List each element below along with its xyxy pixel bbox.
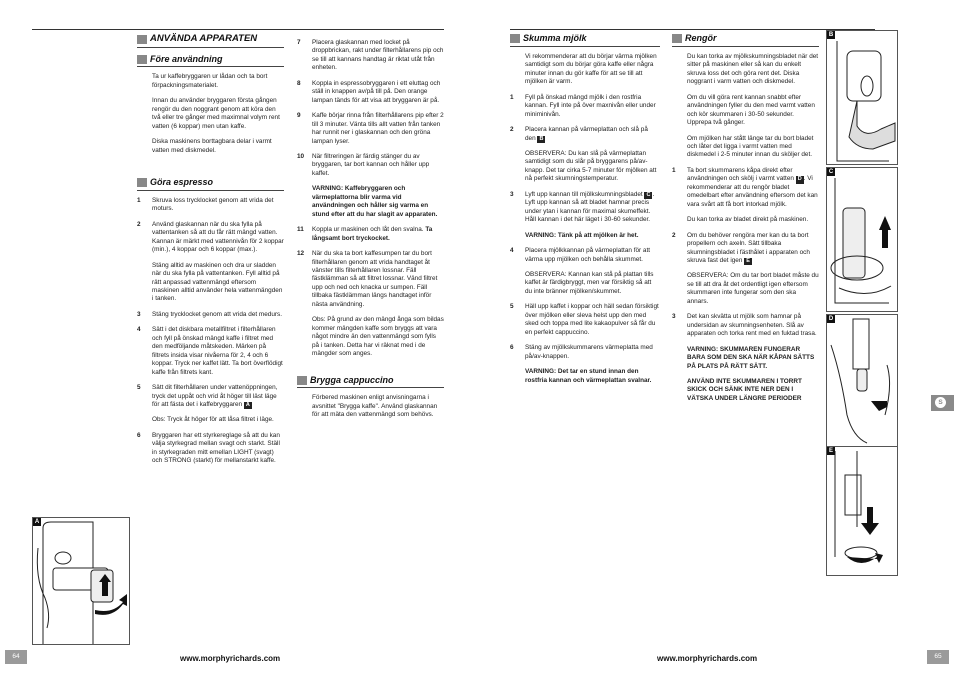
section-heading: Göra espresso <box>137 177 284 191</box>
figure-e: E <box>826 446 898 576</box>
step: 1 Ta bort skummarens kåpa direkt efter användningen och skölj i varmt vatten D . Vi rekommenderar att du rengör bladet omedelbart efter användning eftersom det kan vara svårt att få bort intorkad mjölk. Du kan torka av bladet direkt på maskinen. <box>672 166 818 224</box>
figure-b: B <box>826 30 898 165</box>
left-column-2 <box>297 39 444 427</box>
step: 9 Kaffe börjar rinna från filterhållarens pip efter 2 till 3 minuter. Vänta tills allt vatten från tanken har runnit ner i glaskannan och den gröna lampan lyser. <box>297 112 444 145</box>
figure-ref: A <box>245 401 250 408</box>
section-marker <box>297 376 307 385</box>
figure-ref: E <box>746 257 750 264</box>
step: 7 Placera glaskannan med locket på droppbrickan, rakt under filterhållarens pip och se till att kannans handtag är riktat utåt från enheten. <box>297 39 444 72</box>
warning: VARNING: Tänk på att mjölken är het. <box>525 231 639 239</box>
figure-a: A <box>32 517 130 645</box>
paragraph: Innan du använder bryggaren första gången rengör du den noggrant genom att köra den två eller tre gånger med maximnal volym rent vatten (6 koppar) men utan kaffe. <box>152 97 280 130</box>
remove-cover-illustration <box>827 315 898 447</box>
step: 12 När du ska ta bort kaffesumpen tar du bort filterhållaren genom att vrida handtaget åt vänster tills filterhållaren lossnar. Fäll fästklämman så att filtret lossnar. Vänd filtret upp och ned och knacka ur sumpen. Fäll tillbaka fästklämman längs handtaget inför nästa användning. Obs: På grund av den mängd ånga som bildas kommer mängden kaffe som bryggs att vara något mindre än den vattenmängd som fylls på i tanken. Detta har vi räknat med i de mängder som anges. <box>297 250 444 358</box>
paragraph: Du kan torka av mjölkskumningsbladet när det sitter på maskinen eller så kan du enkelt skruva loss det och göra rent det. Diska noggrant i varm vatten och diskmedel. <box>687 52 819 86</box>
section-marker <box>137 35 147 44</box>
right-column-1 <box>510 33 660 392</box>
paragraph: Diska maskinens borttagbara delar i varmt vatten med diskmedel. <box>152 138 272 154</box>
section-marker <box>137 55 147 64</box>
section-heading: ANVÄNDA APPARATEN <box>137 33 284 48</box>
step: 5 Sätt dit filterhållaren under vattenöppningen, tryck det uppåt och vrid åt höger till läst läge för att fästa det i kaffebryggaren A Obs: Tryck åt höger för att låsa filtret i läge. <box>137 384 278 424</box>
figure-ref: C <box>646 191 651 198</box>
step: 4 Sätt i det diskbara metallfiltret i filterhållaren och fyll på önskad mängd kaffe i filtret med den medföljande måtskeden. Märken på filtrets insida visar nivåerna för 2, 4 och 6 koppar. Tryck ner kaffet lätt. Ta bort överflödigt kaffe från filtrets kant. <box>137 326 283 376</box>
warning: VARNING: SKUMMAREN FUNGERAR BARA SOM DEN SKA NÄR KÅPAN SÄTTS PÅ PLATS PÅ RÄTT SÄTT. <box>687 345 815 370</box>
right-column-2 <box>672 33 819 410</box>
figure-c: C <box>826 167 898 312</box>
step: 5 Häll upp kaffet i koppar och häll sedan försiktigt över mjölken eller sleva helst upp den med sked och toppa med lite kakaopulver så får du en perfekt cappuccino. <box>510 303 659 336</box>
step: 4 Placera mjölkkannan på värmeplattan för att värma upp mjölken och behålla skummet. OBSERVERA: Kannan kan stå på plattan tills kaffet är färdigbryggt, men var försiktig så att du inte bränner mjölken/skummet. <box>510 247 654 295</box>
step: 10 När filtreringen är färdig stänger du av bryggaren, tar bort kannan och håller upp kaffet. VARNING: Kaffebryggaren och värmeplattorna blir varma vid användningen och håller sig varma en stund efter att du har slagit av apparaten. <box>297 153 444 219</box>
paragraph: Vi rekommenderar att du börjar värma mjölken samtidigt som du börjar göra kaffe eller några minuter innan du gör kaffe för att se till att mjölken är varm. <box>525 52 657 86</box>
step: 2 Om du behöver rengöra mer kan du ta bort propellern och axeln. Sätt tillbaka skumningsbladet i fästhålet i apparaten och skruva fast det igen E OBSERVERA: Om du tar bort bladet måste du se till att dra åt det ordentligt igen eftersom skummaren inte fungerar som den ska annars. <box>672 231 819 305</box>
top-rule <box>32 29 444 30</box>
step: 1 Fyll på önskad mängd mjölk i den rostfria kannan. Fyll inte på över maxnivån eller under miniminivån. <box>510 93 656 118</box>
step: 3 Lyft upp kannan till mjölkskumningsbladet C . Lyft upp kannan så att bladet hamnar precis under ytan i kannan för maximal skumeffekt. Håll kannan i det här läget i 30-60 sekunder. VARNING: Tänk på att mjölken är het. <box>510 191 660 240</box>
step: 8 Koppla in espressobryggaren i ett eluttag och ställ in knappen av/på till på. Den orange lampan tänds för att visa att bryggaren är på. <box>297 79 441 104</box>
section-heading: Rengör <box>672 33 819 47</box>
paragraph: Förbered maskinen enligt anvisningarna i avsnittet "Brygga kaffe". Använd glaskannan för att mäta den vattenmängd som behövs. <box>312 394 438 419</box>
step: 6 Bryggaren har ett styrkereglage så att du kan välja styrkegrad mellan svagt och starkt. Ställ in styrkegraden mitt emellan LIGHT (svagt) och STRONG (starkt) för mellanstarkt kaffe. <box>137 431 280 465</box>
right-page <box>477 0 954 677</box>
step: 6 Stäng av mjölkskummarens värmeplatta med på/av-knappen. VARNING: Det tar en stund innan den rostfria kannan och värmeplattan svalnar. <box>510 344 660 385</box>
step: 11 Koppla ur maskinen och låt den svalna. Ta långsamt bort tryckocket. <box>297 226 433 242</box>
footer-url: www.morphyrichards.com <box>657 654 758 663</box>
top-rule <box>510 29 875 30</box>
step: 3 Stäng trycklocket genom att vrida det medurs. <box>137 310 283 318</box>
section-heading: Före användning <box>137 54 284 68</box>
figure-d: D <box>826 314 898 447</box>
milk-frother-illustration <box>827 31 898 165</box>
page-number: 64 <box>5 650 27 664</box>
figure-ref: B <box>539 135 544 142</box>
step: 1 Skruva loss trycklocket genom att vrida det moturs. <box>137 196 274 213</box>
warning: ANVÄND INTE SKUMMAREN I TORRT SKICK OCH SÄNK INTE NER DEN I VÄTSKA UNDER LÄNGRE PERIODER <box>687 378 802 402</box>
step: 2 Placera kannan på värmeplattan och slå på den B OBSERVERA: Du kan slå på värmeplattan samtidigt som du slår på bryggarens på/av-knapp. Det tar cirka 5-7 minuter för mjölken att nå perfekt skumningstemperatur. <box>510 126 657 183</box>
section-marker <box>510 34 520 43</box>
page-number: 65 <box>927 650 949 664</box>
refit-blade-illustration <box>827 447 898 576</box>
figure-ref: D <box>797 176 802 183</box>
section-marker <box>672 34 682 43</box>
coffee-maker-illustration <box>33 518 130 645</box>
paragraph: Om mjölken har stått länge tar du bort bladet och låter det ligga i varmt vatten med diskmedel i 2-5 minuter innan du sköljer det. <box>687 134 814 159</box>
left-column-1 <box>137 33 284 473</box>
lift-jug-illustration <box>827 168 898 312</box>
step: 2 Använd glaskannan när du ska fylla på vattentanken så att du får rätt mängd vatten. Kannan är märkt med vattennivån för 2 koppar (min.), 4 koppar och 6 koppar (max.). Stäng alltid av maskinen och dra ur sladden när du ska fylla på vattentanken. Fyll alltid på rätt anpassad vattenmängd eftersom maskinen alltid använder hela vattenmängden i tanken. <box>137 220 284 303</box>
step: 3 Det kan skvätta ut mjölk som hamnar på undersidan av skumningsenheten. Slå av apparaten och torka rent med en fuktad trasa. <box>672 313 817 338</box>
warning: VARNING: Kaffebryggaren och värmeplattorna blir varma vid användningen och håller sig varma en stund efter att du har slagit av apparaten. <box>312 185 438 218</box>
warning: VARNING: Det tar en stund innan den rostfria kannan och värmeplattan svalnar. <box>525 368 652 384</box>
language-tab: S <box>931 395 954 411</box>
section-heading: Skumma mjölk <box>510 33 660 47</box>
section-heading: Brygga cappuccino <box>297 375 444 389</box>
section-marker <box>137 178 147 187</box>
paragraph: Om du vill göra rent kannan snabbt efter användningen fyller du den med varmt vatten och kör skummaren i 30-50 sekunder. Upprepa två gånger. <box>687 93 815 127</box>
paragraph: Ta ur kaffebryggaren ur lådan och ta bort förpackningsmaterialet. <box>152 73 268 89</box>
footer-url: www.morphyrichards.com <box>180 654 281 663</box>
